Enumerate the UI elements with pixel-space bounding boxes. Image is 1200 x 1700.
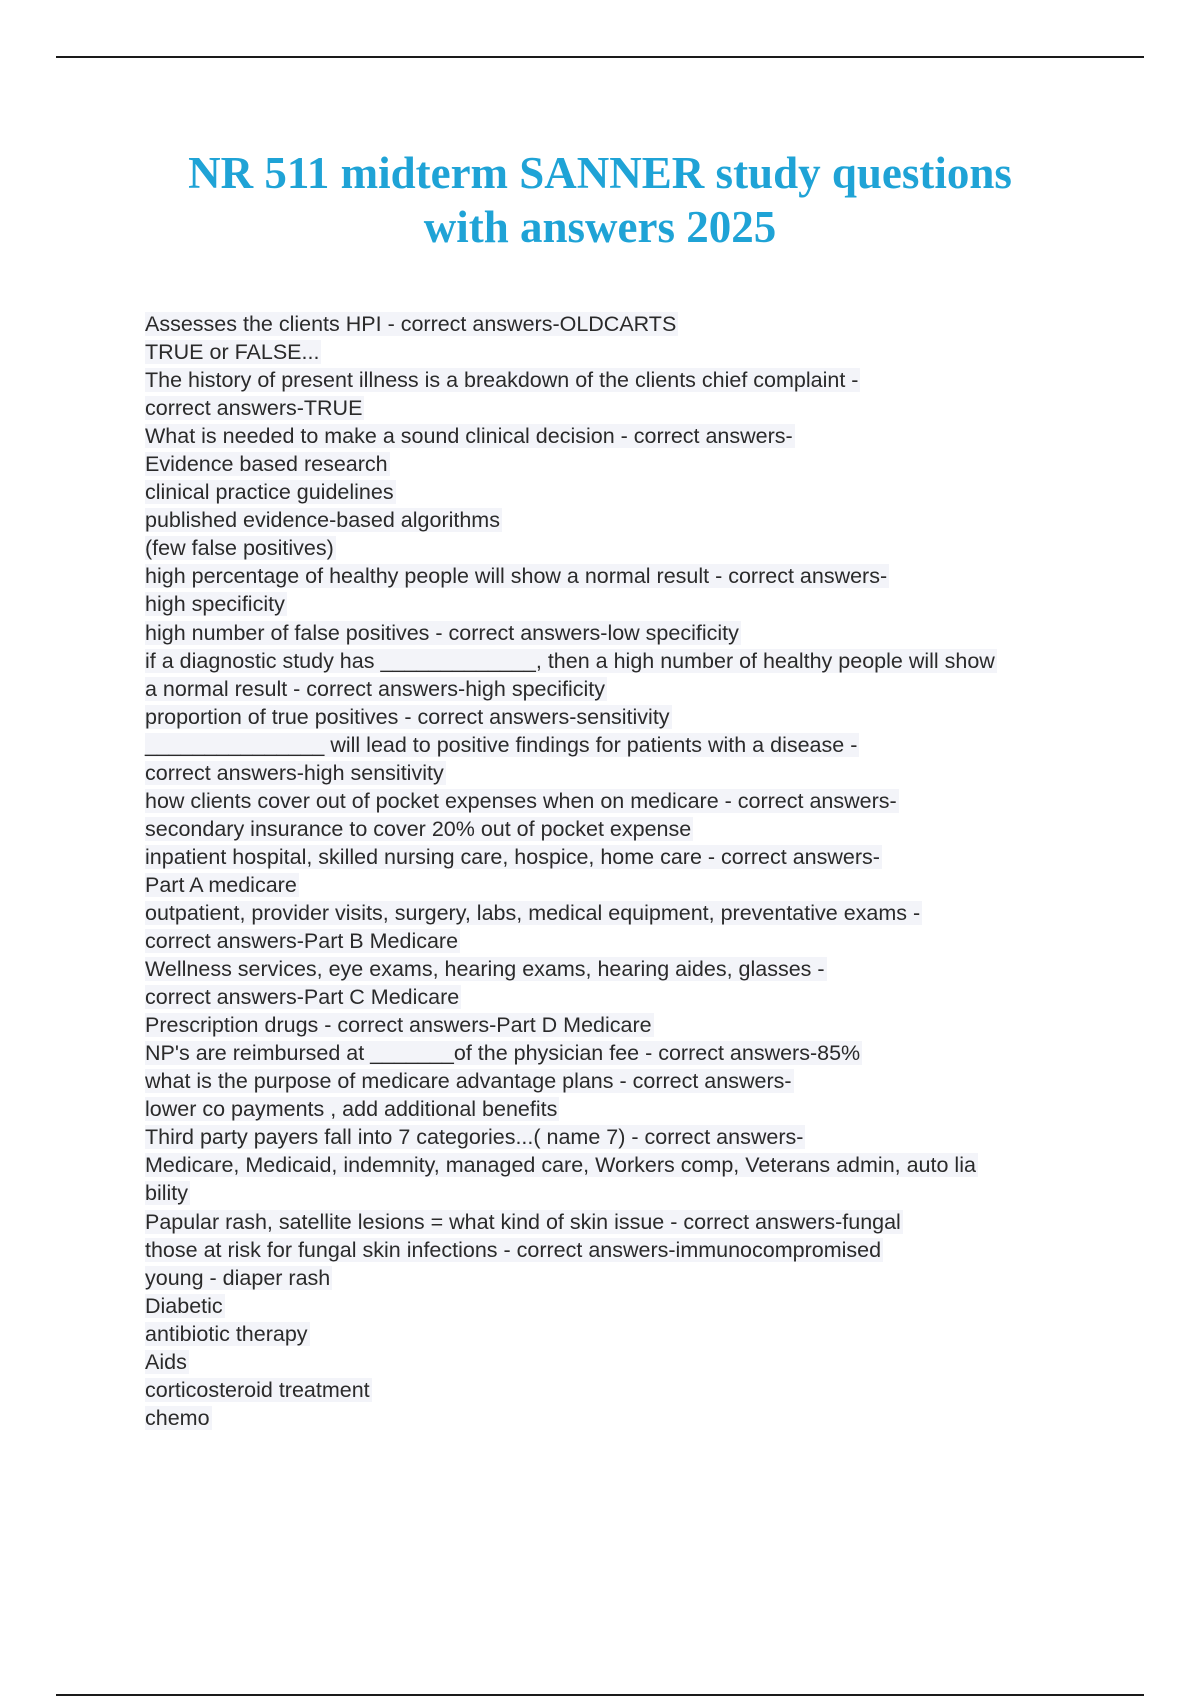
- text-line: [145, 675, 1105, 703]
- text-line: [145, 1151, 1105, 1179]
- text-line-content: _______________ will lead to positive findings for patients with a disease -: [145, 732, 858, 757]
- text-line-content: NP's are reimbursed at _______of the physician fee - correct answers-85%: [145, 1041, 861, 1066]
- text-line: [145, 1348, 1105, 1376]
- text-line-content: published evidence-based algorithms: [145, 508, 500, 533]
- text-line: [145, 1236, 1105, 1264]
- text-line-content: The history of present illness is a breakdown of the clients chief complaint -: [145, 368, 859, 393]
- text-line: [145, 843, 1105, 871]
- text-line-content: how clients cover out of pocket expenses when on medicare - correct answers-: [145, 788, 897, 813]
- text-line-content: Papular rash, satellite lesions = what kind of skin issue - correct answers-fungal: [145, 1209, 901, 1234]
- text-line: [145, 310, 1105, 338]
- text-line-content: correct answers-Part C Medicare: [145, 985, 460, 1010]
- text-line: [145, 759, 1105, 787]
- text-line-content: antibiotic therapy: [145, 1321, 308, 1346]
- text-line-content: outpatient, provider visits, surgery, labs, medical equipment, preventative exams -: [145, 900, 921, 925]
- text-line-content: high number of false positives - correct answers-low specificity: [145, 620, 739, 645]
- text-line-content: what is the purpose of medicare advantage plans - correct answers-: [145, 1069, 792, 1094]
- text-line-content: chemo: [145, 1405, 210, 1430]
- text-line: [145, 394, 1105, 422]
- text-line-content: young - diaper rash: [145, 1265, 331, 1290]
- text-line-content: What is needed to make a sound clinical decision - correct answers-: [145, 424, 793, 449]
- text-line: [145, 450, 1105, 478]
- text-line-content: proportion of true positives - correct answers-sensitivity: [145, 704, 670, 729]
- text-line: [145, 1292, 1105, 1320]
- text-line: [145, 478, 1105, 506]
- text-line-content: Diabetic: [145, 1293, 223, 1318]
- text-line-content: lower co payments , add additional benefits: [145, 1097, 558, 1122]
- text-line-content: bility: [145, 1181, 189, 1206]
- text-line: [145, 899, 1105, 927]
- text-line: [145, 619, 1105, 647]
- text-line-content: those at risk for fungal skin infections - correct answers-immunocompromised: [145, 1237, 882, 1262]
- text-line: [145, 422, 1105, 450]
- title-line-2: with answers 2025: [423, 202, 777, 252]
- text-line: [145, 1179, 1105, 1207]
- text-line: [145, 983, 1105, 1011]
- text-line-content: correct answers-Part B Medicare: [145, 929, 459, 954]
- text-line: [145, 731, 1105, 759]
- text-line-content: inpatient hospital, skilled nursing care, hospice, home care - correct answers-: [145, 844, 880, 869]
- text-line-content: secondary insurance to cover 20% out of pocket expense: [145, 816, 692, 841]
- text-line-content: Evidence based research: [145, 452, 388, 477]
- text-line: [145, 1320, 1105, 1348]
- text-line-content: Third party payers fall into 7 categories...( name 7) - correct answers-: [145, 1125, 804, 1150]
- text-line: [145, 1011, 1105, 1039]
- text-line-content: correct answers-TRUE: [145, 396, 363, 421]
- text-line-content: if a diagnostic study has _____________, then a high number of healthy people will show: [145, 648, 995, 673]
- text-line: [145, 366, 1105, 394]
- text-line-content: TRUE or FALSE...: [145, 340, 320, 365]
- text-line: [145, 1095, 1105, 1123]
- text-line-content: Part A medicare: [145, 872, 297, 897]
- title-line-1: NR 511 midterm SANNER study questions: [188, 148, 1012, 198]
- text-line: [145, 506, 1105, 534]
- text-line-content: high specificity: [145, 592, 285, 617]
- top-rule: [56, 56, 1144, 58]
- text-line: [145, 815, 1105, 843]
- text-line: [145, 562, 1105, 590]
- study-questions-body: [145, 310, 1105, 1432]
- text-line: [145, 871, 1105, 899]
- text-line-content: a normal result - correct answers-high specificity: [145, 676, 606, 701]
- text-line: [145, 1039, 1105, 1067]
- text-line-content: Assesses the clients HPI - correct answers-OLDCARTS: [145, 312, 677, 336]
- text-line-content: Medicare, Medicaid, indemnity, managed care, Workers comp, Veterans admin, auto lia: [145, 1153, 976, 1178]
- text-line: [145, 647, 1105, 675]
- text-line-content: corticosteroid treatment: [145, 1377, 370, 1402]
- text-line: [145, 787, 1105, 815]
- text-line: [145, 534, 1105, 562]
- text-line-content: high percentage of healthy people will show a normal result - correct answers-: [145, 564, 888, 589]
- text-line-content: clinical practice guidelines: [145, 480, 394, 505]
- text-line: [145, 1067, 1105, 1095]
- text-line-content: Wellness services, eye exams, hearing exams, hearing aides, glasses -: [145, 957, 825, 982]
- text-line: [145, 703, 1105, 731]
- text-line: [145, 1376, 1105, 1404]
- text-line: [145, 338, 1105, 366]
- text-line-content: Aids: [145, 1349, 187, 1374]
- text-line: [145, 927, 1105, 955]
- document-title: [120, 146, 1080, 254]
- text-line: [145, 1123, 1105, 1151]
- text-line: [145, 1404, 1105, 1432]
- text-line-content: correct answers-high sensitivity: [145, 760, 444, 785]
- text-line-content: Prescription drugs - correct answers-Part D Medicare: [145, 1013, 652, 1038]
- text-line: [145, 955, 1105, 983]
- text-line: [145, 590, 1105, 618]
- text-line: [145, 1264, 1105, 1292]
- bottom-rule: [56, 1694, 1144, 1696]
- text-line-content: (few false positives): [145, 536, 334, 561]
- text-line: [145, 1208, 1105, 1236]
